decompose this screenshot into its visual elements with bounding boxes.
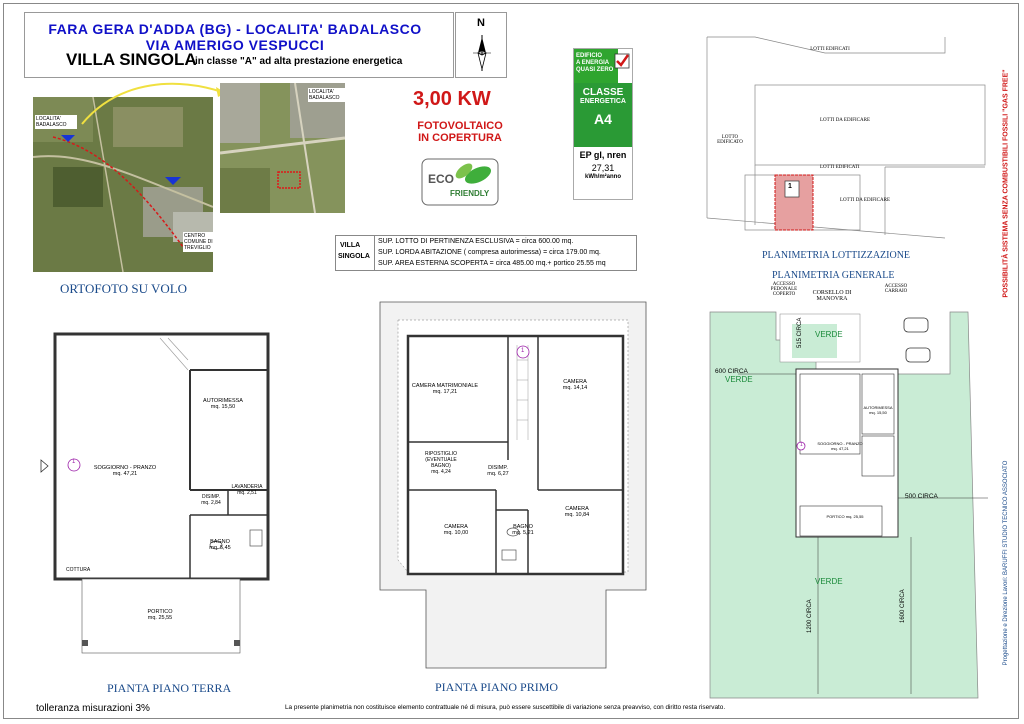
page-subtitle: in classe "A" ad alta prestazione energetica [195,56,403,67]
disclaimer-note: La presente planimetria non costituisce elemento contrattuale né di misura, può essere suscettibile di variazione senza preavviso, con diritto resta riservato. [285,704,726,711]
pt-bagno-name: BAGNO [210,539,230,545]
checkmark-icon [614,53,630,69]
label-badalasco-zoom: LOCALITA' BADALASCO [308,88,345,102]
lottizzazione-caption: PLANIMETRIA LOTTIZZAZIONE [762,250,911,261]
surf-row-3: SUP. AREA ESTERNA SCOPERTA = circa 485.00 mq.+ portico 25.55 mq [378,260,606,267]
label-centro-treviglio: CENTRO COMUNE DI TREVIGLIO [183,232,213,252]
pp-ripostiglio-name: RIPOSTIGLIO (EVENTUALE BAGNO) [425,451,457,469]
pp-camera-2-mq: mq. 10,00 [443,530,469,536]
ep-panel [574,147,632,201]
ep-value: 27,31 [591,163,615,173]
ep-unit: kWh/m²anno [585,174,621,180]
pp-camera-1 [555,379,595,391]
gen-verde-3: VERDE [815,577,843,586]
gen-corsello: CORSELLO DI MANOVRA [812,290,852,302]
pp-bagno [508,524,538,536]
pp-camera-3 [557,506,597,518]
ep-label: EP gl, nren [579,150,627,160]
gen-dim-600: 600 CIRCA [715,368,748,375]
pt-lavanderia-name: LAVANDERIA [231,484,263,490]
north-label: N [477,17,485,29]
pp-ripostiglio [416,451,466,475]
pt-cottura: COTTURA [66,567,91,573]
surf-heading-2: SINGOLA [338,253,370,260]
pv-label [414,120,506,144]
aerial-photo-zoom [220,83,345,213]
north-arrow-box [455,12,507,78]
pv-line-1: FOTOVOLTAICO [417,120,503,132]
nzeb-line-2: A ENERGIA [576,60,610,66]
friendly-word: FRIENDLY [450,189,490,198]
gen-verde-1: VERDE [815,330,843,339]
pp-camera-matr-name: CAMERA MATRIMONIALE [411,383,479,389]
gen-accesso-pedonale: ACCESSO PEDONALE COPERTO [770,282,798,297]
gas-free-note: POSSIBILITÀ SISTEMA SENZA COMBUSTIBILI FOSSILI "GAS FREE" [1002,69,1010,298]
pt-bagno-mq: mq. 5,45 [209,545,231,551]
lott-lotti-edificati-2: LOTTI EDIFICATI [820,165,860,170]
lott-lotti-da-edificare-2: LOTTI DA EDIFICARE [840,198,890,203]
zoom-arc-arrow [80,78,230,128]
gen-dim-1600: 1600 CIRCA [900,589,906,623]
pp-disimp-name: DISIMP. [488,465,508,471]
pt-autorimessa-name: AUTORIMESSA [203,398,243,404]
pt-disimp-mq: mq. 2,84 [201,500,221,506]
pp-camera-3-mq: mq. 10,84 [564,512,590,518]
pt-portico [140,609,180,621]
nzeb-line-3: QUASI ZERO [576,67,614,73]
eco-friendly-badge [420,157,500,207]
pp-disimp [478,465,518,477]
nzeb-label [574,49,618,83]
pp-camera-2 [436,524,476,536]
eco-word: ECO [428,172,455,186]
energy-class-card [573,48,633,200]
gen-verde-2: VERDE [725,375,753,384]
piano-primo-caption: PIANTA PIANO PRIMO [435,680,559,694]
pp-ripostiglio-mq: mq. 4,24 [431,469,451,475]
pt-autorimessa [203,398,243,410]
pt-portico-mq: mq. 25,55 [147,615,173,621]
pt-disimp-name: DISIMP. [202,494,220,500]
pt-soggiorno-mq: mq. 47,21 [112,471,138,477]
compass-icon [469,33,495,73]
pt-bagno [205,539,235,551]
pt-lavanderia-mq: mq. 2,51 [237,490,257,496]
generale-plan [708,284,990,700]
gen-portico: PORTICO mq. 25,55 [826,514,864,519]
piano-terra-caption: PIANTA PIANO TERRA [107,681,232,695]
pt-autorimessa-mq: mq. 15,50 [210,404,236,410]
gas-free-note-wrap [993,40,1013,330]
pp-camera-1-mq: mq. 14,14 [562,385,588,391]
pp-bagno-mq: mq. 5,21 [512,530,534,536]
pt-soggiorno [90,465,160,477]
tolerance-note: tolleranza misurazioni 3% [36,703,150,714]
gen-lot-number: 1 [800,442,803,448]
surf-row-2: SUP. LORDA ABITAZIONE ( compresa autorimessa) = circa 179.00 mq. [378,249,601,256]
header-location: FARA GERA D'ADDA (BG) - LOCALITA' BADALASCO [48,21,422,37]
pp-camera-matr-mq: mq. 17,21 [432,389,458,395]
studio-note: Progettazione e Direzione Lavori: BARUFFI STUDIO TECNICO ASSOCIATO [1003,460,1009,666]
gen-dim-1200: 1200 CIRCA [807,599,813,633]
ortofoto-caption: ORTOFOTO SU VOLO [60,281,188,296]
pt-disimp [196,494,226,506]
class-label-2: ENERGETICA [580,98,626,105]
pt-portico-name: PORTICO [147,609,173,615]
page-title: VILLA SINGOLA [66,50,197,69]
gen-autorimessa: AUTORIMESSA mq. 15,50 [863,405,893,415]
lott-lotti-edificati-top: LOTTI EDIFICATI [810,47,850,52]
pp-bagno-name: BAGNO [513,524,533,530]
gen-accesso-carraio: ACCESSO CARRAIO [884,284,908,294]
piano-primo-plan [378,300,648,670]
class-value: A4 [594,111,612,127]
pt-soggiorno-name: SOGGIORNO - PRANZO [93,465,157,471]
pv-power: 3,00 KW [413,88,491,110]
aerial-zoom-image [220,83,345,213]
nzeb-line-1: EDIFICIO [576,53,603,59]
pt-lavanderia [227,484,267,496]
pv-line-2: IN COPERTURA [418,132,502,144]
generale-caption: PLANIMETRIA GENERALE [772,270,895,281]
pt-lot-number: 1 [72,459,76,465]
label-badalasco: LOCALITA' BADALASCO [35,115,77,129]
lott-lotto-edificato: LOTTO EDIFICATO [717,135,743,145]
gen-soggiorno: SOGGIORNO - PRANZO mq. 47,21 [817,441,863,451]
lott-lot-number: 1 [788,183,792,190]
gen-dim-515: 515 CIRCA [797,317,803,348]
surfaces-table [335,235,637,271]
header-street: VIA AMERIGO VESPUCCI [145,37,325,53]
gen-dim-500: 500 CIRCA [905,493,938,500]
pp-camera-3-name: CAMERA [565,506,589,512]
energy-class-panel [574,83,632,147]
surf-row-1: SUP. LOTTO DI PERTINENZA ESCLUSIVA = circa 600.00 mq. [378,238,574,245]
pp-lot-number: 1 [521,348,525,354]
surf-heading-1: VILLA [340,242,361,249]
studio-note-wrap [993,420,1013,710]
pp-camera-2-name: CAMERA [444,524,468,530]
pp-camera-matr [410,383,480,395]
class-label-1: CLASSE [582,87,624,98]
pp-camera-1-name: CAMERA [563,379,587,385]
pp-disimp-mq: mq. 6,27 [487,471,509,477]
lott-lotti-da-edificare-1: LOTTI DA EDIFICARE [820,118,870,123]
lottizzazione-plan [705,35,990,240]
